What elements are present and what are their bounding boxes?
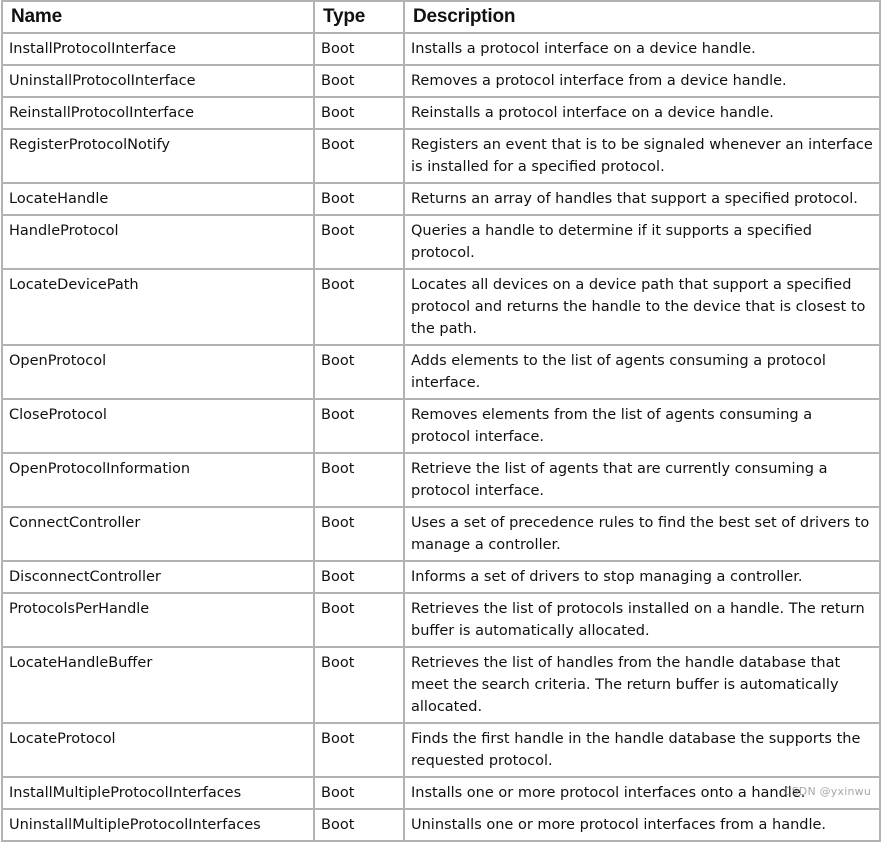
header-description: Description	[404, 1, 880, 33]
table-header	[2, 1, 880, 33]
cell-description: Locates all devices on a device path that support a specified protocol and returns the handle to the device that is closest to the path.	[404, 269, 880, 345]
cell-type: Boot	[314, 215, 404, 269]
table-row	[2, 453, 880, 507]
cell-type: Boot	[314, 129, 404, 183]
cell-type: Boot	[314, 65, 404, 97]
cell-description: Removes elements from the list of agents consuming a protocol interface.	[404, 399, 880, 453]
header-row	[2, 1, 880, 33]
header-name: Name	[2, 1, 314, 33]
cell-name: OpenProtocol	[2, 345, 314, 399]
cell-type: Boot	[314, 723, 404, 777]
cell-description: Retrieves the list of handles from the handle database that meet the search criteria. The return buffer is automatically allocated.	[404, 647, 880, 723]
cell-type: Boot	[314, 593, 404, 647]
cell-description: Uses a set of precedence rules to find the best set of drivers to manage a controller.	[404, 507, 880, 561]
cell-type: Boot	[314, 453, 404, 507]
cell-name: OpenProtocolInformation	[2, 453, 314, 507]
cell-type: Boot	[314, 183, 404, 215]
cell-name: ProtocolsPerHandle	[2, 593, 314, 647]
cell-description: Installs one or more protocol interfaces onto a handle.	[404, 777, 880, 809]
table-row	[2, 269, 880, 345]
cell-type: Boot	[314, 33, 404, 65]
header-type: Type	[314, 1, 404, 33]
cell-type: Boot	[314, 647, 404, 723]
table-row	[2, 647, 880, 723]
cell-name: LocateDevicePath	[2, 269, 314, 345]
cell-description: Uninstalls one or more protocol interfaces from a handle.	[404, 809, 880, 841]
cell-name: LocateHandle	[2, 183, 314, 215]
table-row	[2, 561, 880, 593]
table-row	[2, 65, 880, 97]
table-row	[2, 183, 880, 215]
cell-name: ReinstallProtocolInterface	[2, 97, 314, 129]
cell-name: CloseProtocol	[2, 399, 314, 453]
cell-type: Boot	[314, 345, 404, 399]
cell-name: UninstallMultipleProtocolInterfaces	[2, 809, 314, 841]
cell-name: RegisterProtocolNotify	[2, 129, 314, 183]
cell-name: UninstallProtocolInterface	[2, 65, 314, 97]
cell-description: Removes a protocol interface from a device handle.	[404, 65, 880, 97]
cell-name: LocateProtocol	[2, 723, 314, 777]
table-row	[2, 215, 880, 269]
table-row	[2, 345, 880, 399]
cell-name: ConnectController	[2, 507, 314, 561]
table-row	[2, 33, 880, 65]
table-row	[2, 777, 880, 809]
table-row	[2, 97, 880, 129]
cell-name: InstallMultipleProtocolInterfaces	[2, 777, 314, 809]
table-row	[2, 809, 880, 841]
watermark: CSDN @yxinwu	[783, 785, 871, 798]
cell-description: Finds the first handle in the handle database the supports the requested protocol.	[404, 723, 880, 777]
cell-description: Queries a handle to determine if it supports a specified protocol.	[404, 215, 880, 269]
protocol-services-table	[1, 0, 881, 842]
cell-type: Boot	[314, 269, 404, 345]
cell-description: Adds elements to the list of agents consuming a protocol interface.	[404, 345, 880, 399]
cell-description: Retrieves the list of protocols installed on a handle. The return buffer is automatically allocated.	[404, 593, 880, 647]
cell-description: Registers an event that is to be signaled whenever an interface is installed for a specified protocol.	[404, 129, 880, 183]
table-row	[2, 507, 880, 561]
table-body	[2, 33, 880, 841]
cell-description: Informs a set of drivers to stop managing a controller.	[404, 561, 880, 593]
cell-description: Returns an array of handles that support a specified protocol.	[404, 183, 880, 215]
table-row	[2, 129, 880, 183]
cell-name: DisconnectController	[2, 561, 314, 593]
cell-type: Boot	[314, 561, 404, 593]
cell-name: InstallProtocolInterface	[2, 33, 314, 65]
cell-type: Boot	[314, 507, 404, 561]
cell-description: Installs a protocol interface on a device handle.	[404, 33, 880, 65]
cell-description: Reinstalls a protocol interface on a device handle.	[404, 97, 880, 129]
cell-type: Boot	[314, 777, 404, 809]
table-row	[2, 723, 880, 777]
cell-type: Boot	[314, 809, 404, 841]
cell-name: HandleProtocol	[2, 215, 314, 269]
cell-name: LocateHandleBuffer	[2, 647, 314, 723]
cell-type: Boot	[314, 399, 404, 453]
cell-type: Boot	[314, 97, 404, 129]
table-row	[2, 399, 880, 453]
table-row	[2, 593, 880, 647]
cell-description: Retrieve the list of agents that are currently consuming a protocol interface.	[404, 453, 880, 507]
